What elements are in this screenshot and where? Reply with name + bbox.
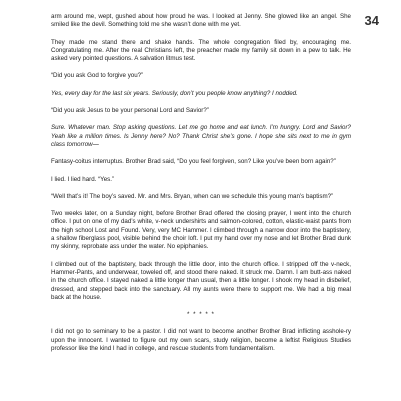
italic-paragraph: Yes, every day for the last six years. Seriously, don’t you people know anything? I nodded. bbox=[51, 89, 298, 97]
paragraph: I climbed out of the baptistery, back through the little door, into the church office. I stripped off the v-neck, Hammer-Pants, and underwear, toweled off, and stood there naked. It struck me. Damn. I am butt-ass naked in the church office. I stayed naked a little longer than usual, then a little longer. I shook my head in disbelief, dressed, and stepped back into the sanctuary. All my aunts were there to support me. We had a big meal back at the house. bbox=[51, 260, 351, 301]
paragraph: “Did you ask Jesus to be your personal Lord and Savior?” bbox=[51, 107, 209, 115]
paragraph: arm around me, wept, gushed about how proud he was. I looked at Jenny. She glowed like an angel. She smiled like the devil. Something told me she wasn’t done with me yet. bbox=[51, 13, 351, 29]
page-number: 34 bbox=[364, 13, 379, 28]
section-separator: * * * * * bbox=[187, 311, 215, 319]
paragraph: They made me stand there and shake hands. The whole congregation filed by, encouraging me. Congratulating me. After the real Christians left, the preacher made my family sit down in a pew to talk. He asked very pointed questions. A salvation litmus test. bbox=[51, 38, 351, 63]
paragraph: I did not go to seminary to be a pastor. I did not want to become another Brother Brad inflicting asshole-ry upon the innocent. I wanted to figure out my own scars, study religion, become a leftist Religious Studies professor like the kind I had in college, and rescue students from fundamentalism. bbox=[51, 328, 351, 353]
paragraph: “Did you ask God to forgive you?” bbox=[51, 72, 144, 80]
italic-paragraph: Sure. Whatever man. Stop asking questions. Let me go home and eat lunch. I’m hungry. Lord and Savior? Yeah like a million times. Is Jenny here? No? Thank Christ she’s gone. I hope she sits next to me in gym class tomorrow— bbox=[51, 124, 351, 148]
paragraph: I lied. I lied hard. “Yes.” bbox=[51, 175, 115, 183]
page-body bbox=[51, 13, 351, 362]
paragraph: “Well that’s it! The boy’s saved. Mr. and Mrs. Bryan, when can we schedule this young man’s baptism?” bbox=[51, 192, 334, 200]
paragraph: Fantasy-coitus interruptus. Brother Brad said, “Do you feel forgiven, son? Like you’ve been born again?” bbox=[51, 158, 336, 166]
paragraph: Two weeks later, on a Sunday night, before Brother Brad offered the closing prayer, I went into the church office. I put on one of my dad’s white, v-neck undershirts and salmon-colored, cotton, elastic-waist pants from the high school Lost and Found. Very, very MC Hammer. I climbed through a narrow door into the baptistery, a shallow fiberglass pool, visible behind the choir loft. I put my hand over my nose and let Brother Brad dunk my skinny, reprobate ass under the water. No epiphanies. bbox=[51, 210, 351, 251]
